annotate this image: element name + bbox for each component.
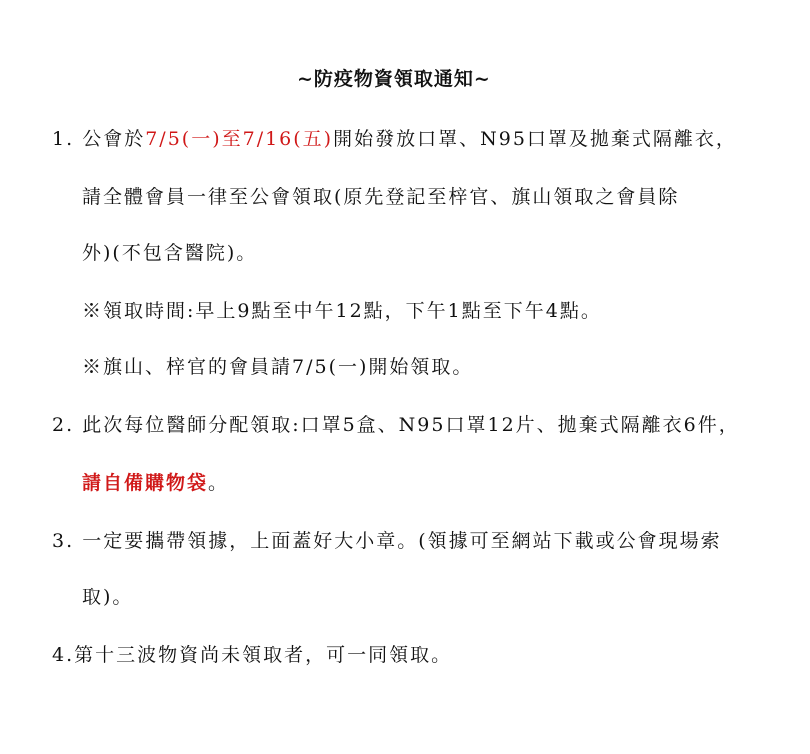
item-1-note-time: ※領取時間:早上9點至中午12點，下午1點至下午4點。 [82, 300, 602, 322]
item-2-line-2-end: 。 [208, 472, 230, 494]
item-1-note-qishan: ※旗山、梓官的會員請7/5(一)開始領取。 [82, 356, 474, 378]
page-title: ~防疫物資領取通知~ [297, 68, 491, 90]
item-1-dates: 7/5(一)至7/16(五) [145, 128, 334, 150]
shopping-bag-notice: 請自備購物袋 [82, 472, 209, 494]
item-1-number: 1. [52, 128, 75, 150]
item-2-text: 此次每位醫師分配領取:口罩5盒、N95口罩12片、拋棄式隔離衣6件， [82, 414, 740, 436]
item-3-text: 一定要攜帶領據，上面蓋好大小章。(領據可至網站下載或公會現場索 [82, 530, 722, 552]
item-1-line-3: 外)(不包含醫院)。 [82, 242, 258, 264]
item-3-line-2: 取)。 [82, 586, 134, 608]
item-3-line-1 [52, 526, 722, 553]
item-1-line-2: 請全體會員一律至公會領取(原先登記至梓官、旗山領取之會員除 [82, 186, 680, 208]
item-1-prefix: 公會於 [82, 128, 146, 150]
item-1-line-1 [52, 124, 737, 151]
item-2-line-1 [52, 410, 740, 437]
item-3-number: 3. [52, 530, 75, 552]
item-4-line: 4.第十三波物資尚未領取者，可一同領取。 [52, 644, 453, 666]
item-2-line-2 [82, 468, 229, 495]
item-2-number: 2. [52, 414, 75, 436]
item-1-rest: 開始發放口罩、N95口罩及拋棄式隔離衣， [333, 128, 737, 150]
